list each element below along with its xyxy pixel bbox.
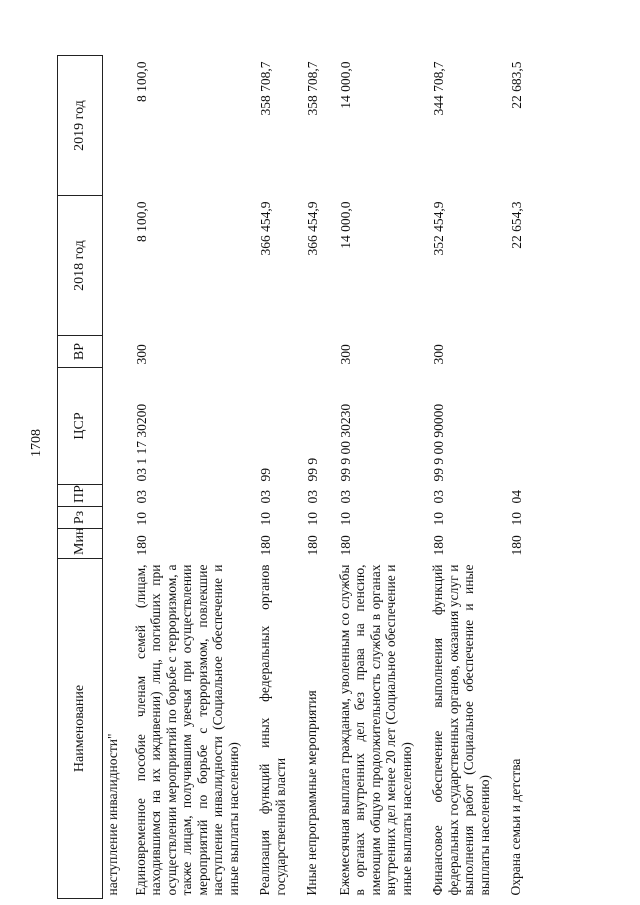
row-vr: 300 bbox=[337, 344, 353, 365]
row-2018: 352 454,9 bbox=[431, 201, 446, 256]
row-name: Единовременное пособие членам семей (лицам, находившимся на их иждивении) лиц, погибших при осуществлении мероприятий по борьбе с терроризмом, а также лицам, получившим увечья при осуществлении мероприятий по борьбе с терроризмом, повлекшие наступление инвалидности (Социальное обеспечение и иные выплаты населению) bbox=[132, 564, 241, 896]
header-min: Мин bbox=[58, 529, 103, 559]
row-2019: 344 708,7 bbox=[431, 61, 446, 116]
table-row bbox=[335, 56, 429, 899]
continuation-row bbox=[103, 56, 131, 899]
row-name: Реализация функций иных федеральных органов государственной власти bbox=[257, 564, 288, 896]
row-2019: 14 000,0 bbox=[337, 61, 353, 109]
row-vr bbox=[506, 336, 539, 368]
budget-table-page bbox=[57, 56, 611, 899]
row-csr: 99 9 00 30230 bbox=[337, 403, 353, 482]
continuation-text: наступление инвалидности" bbox=[105, 733, 120, 896]
row-pr: 03 bbox=[133, 490, 149, 504]
row-2018: 8 100,0 bbox=[133, 201, 149, 242]
header-name: Наименование bbox=[58, 559, 103, 899]
row-vr: 300 bbox=[133, 344, 149, 365]
row-2019: 358 708,7 bbox=[258, 61, 273, 116]
row-csr: 03 1 17 30200 bbox=[133, 403, 149, 482]
row-csr bbox=[506, 368, 539, 485]
row-rz: 10 bbox=[305, 512, 320, 526]
row-2019: 358 708,7 bbox=[305, 61, 320, 116]
row-rz: 10 bbox=[337, 512, 353, 526]
row-2018: 14 000,0 bbox=[337, 201, 353, 249]
row-min: 180 bbox=[431, 535, 446, 556]
row-min: 180 bbox=[509, 535, 524, 556]
table-header-row bbox=[58, 56, 103, 899]
row-rz: 10 bbox=[509, 512, 524, 526]
row-pr: 03 bbox=[431, 490, 446, 504]
table-row bbox=[255, 56, 302, 899]
table-row bbox=[428, 56, 506, 899]
row-2018: 366 454,9 bbox=[258, 201, 273, 256]
row-pr: 03 bbox=[258, 490, 273, 504]
table-row bbox=[506, 56, 539, 899]
row-rz: 10 bbox=[431, 512, 446, 526]
row-min: 180 bbox=[133, 535, 149, 556]
row-pr: 04 bbox=[509, 490, 524, 504]
row-name: Охрана семьи и детства bbox=[508, 758, 523, 896]
row-min: 180 bbox=[337, 535, 353, 556]
row-vr bbox=[302, 336, 335, 368]
row-csr: 99 9 00 90000 bbox=[431, 403, 446, 482]
budget-table bbox=[57, 55, 539, 899]
row-min: 180 bbox=[305, 535, 320, 556]
row-vr: 300 bbox=[431, 344, 446, 365]
row-rz: 10 bbox=[133, 512, 149, 526]
row-2018: 366 454,9 bbox=[305, 201, 320, 256]
header-csr: ЦСР bbox=[58, 368, 103, 485]
header-2018: 2018 год bbox=[58, 196, 103, 336]
row-name: Финансовое обеспечение выполнения функций федеральных государственных органов, оказания услуг и выполнения работ (Социальное обеспечение и иные выплаты населению) bbox=[430, 564, 492, 896]
row-pr: 03 bbox=[337, 490, 353, 504]
header-rz: Рз bbox=[58, 507, 103, 529]
row-2019: 22 683,5 bbox=[509, 61, 524, 109]
header-pr: ПР bbox=[58, 485, 103, 507]
row-csr: 99 bbox=[258, 468, 273, 482]
header-vr: ВР bbox=[58, 336, 103, 368]
table-row bbox=[302, 56, 335, 899]
row-2018: 22 654,3 bbox=[509, 201, 524, 249]
table-row bbox=[131, 56, 256, 899]
row-csr: 99 9 bbox=[305, 457, 320, 482]
row-rz: 10 bbox=[258, 512, 273, 526]
row-pr: 03 bbox=[305, 490, 320, 504]
row-vr bbox=[255, 336, 302, 368]
header-2019: 2019 год bbox=[58, 56, 103, 196]
row-name: Иные непрограммные мероприятия bbox=[304, 690, 319, 896]
row-min: 180 bbox=[258, 535, 273, 556]
page-number: 1708 bbox=[29, 429, 44, 457]
row-name: Ежемесячная выплата гражданам, уволенным со службы в органах внутренних дел без права на пенсию, имеющим общую продолжительность службы в органах внутренних дел менее 20 лет (Социальное обеспечение и иные выплаты населению) bbox=[336, 564, 414, 896]
row-2019: 8 100,0 bbox=[133, 61, 149, 102]
